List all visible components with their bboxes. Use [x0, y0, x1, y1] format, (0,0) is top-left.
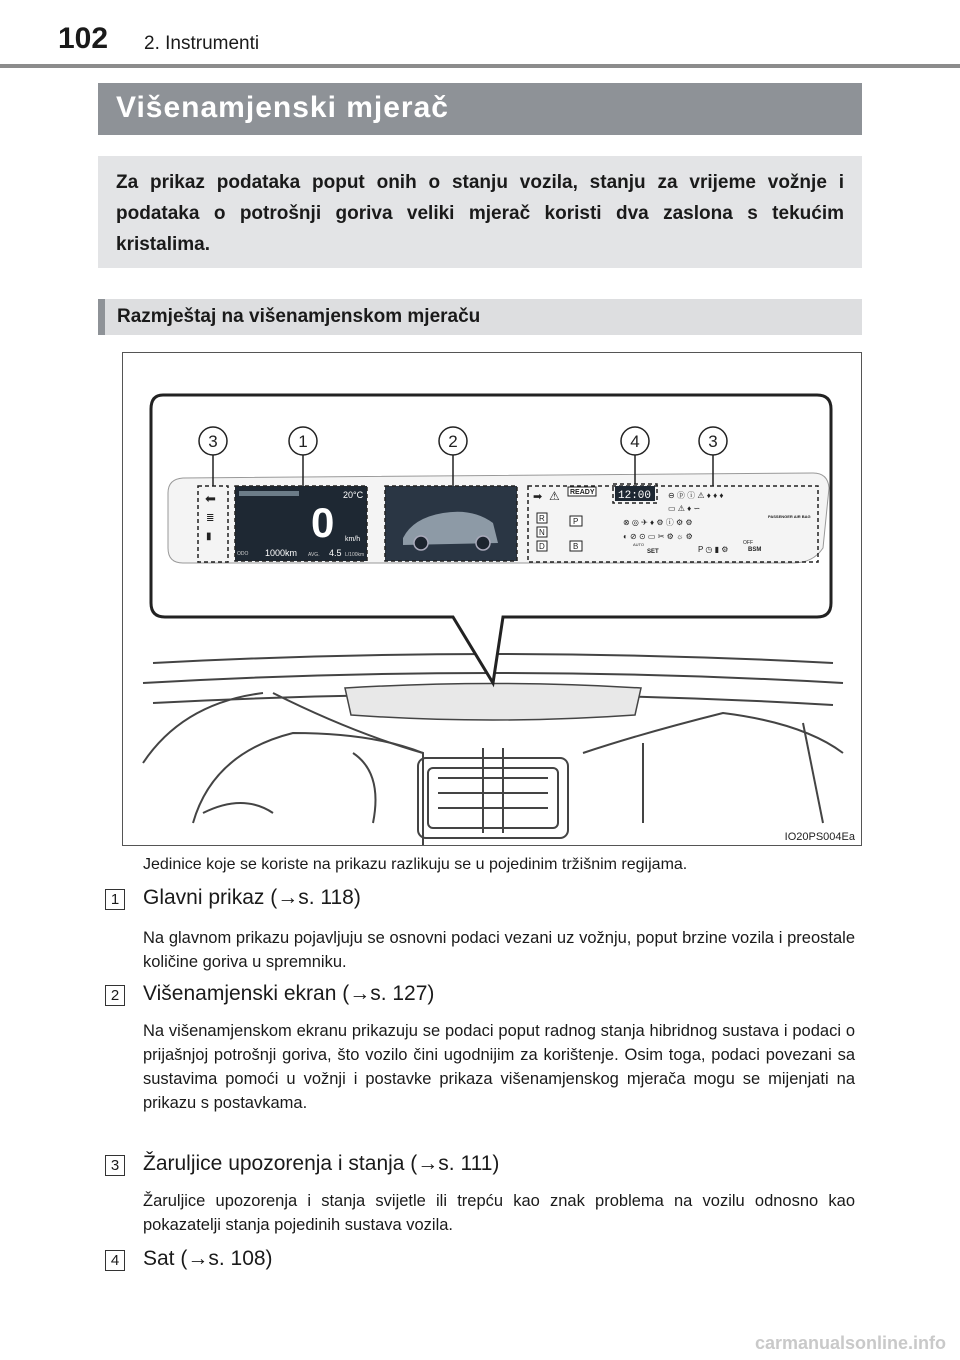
item-title: Žaruljice upozorenja i stanja (→s. 111) — [143, 1152, 500, 1175]
callout-3-right: 3 — [708, 432, 718, 451]
item-title: Glavni prikaz (→s. 118) — [143, 886, 361, 909]
avg-label: AVG. — [308, 552, 320, 558]
auto-label: AUTO — [633, 542, 645, 547]
temperature-readout: 20°C — [343, 490, 364, 500]
intro-box — [98, 156, 862, 268]
warning-lamp-icon: ▭ ⚠ ♦ ∽ — [668, 504, 701, 513]
gear-r: R — [539, 514, 545, 523]
gear-d: D — [539, 542, 545, 551]
item-number: 3 — [105, 1155, 125, 1176]
page-number: 102 — [58, 22, 109, 55]
callout-3-left: 3 — [208, 432, 218, 451]
warning-icon: ⚠ — [549, 489, 560, 503]
arrow-left-icon: ⬅ — [205, 491, 216, 506]
chapter-title: 2. Instrumenti — [144, 33, 260, 54]
warning-lamp-icon: ◐ ⊘ ⊙ ▭ ✂ ⚙ ☼ ⚙ — [623, 532, 693, 541]
off-label: OFF — [743, 540, 753, 546]
warning-lamp-icon: ⊖ ⓟ ⓘ ⚠ ♦ ♦ ♦ — [668, 491, 724, 500]
avg-unit: L/100km — [345, 552, 365, 558]
gear-p: P — [573, 517, 579, 526]
passenger-airbag-label: PASSENGER AIR BAG — [768, 514, 811, 519]
page-title: Višenamjenski mjerač — [116, 91, 449, 124]
figure-code: IO20PS004Ea — [784, 831, 855, 843]
fuel-icon: ▮ — [206, 531, 212, 542]
ready-indicator: READY — [570, 489, 595, 496]
callout-4: 4 — [630, 432, 640, 451]
warning-lamp-icon: ⊗ ◎ ✈ ♦ ⚙ ⓘ ⚙ ⚙ — [623, 518, 693, 527]
item-description: Žaruljice upozorenja i stanja svijetle ili trepću kao znak problema na vozilu odnosno kao pokazatelji stanja pojedinih sustava vozila. — [143, 1192, 855, 1234]
item-title: Višenamjenski ekran (→s. 127) — [143, 982, 435, 1005]
item-number: 1 — [105, 889, 125, 910]
speed-unit: km/h — [345, 536, 361, 543]
item-description: Na glavnom prikazu pojavljuju se osnovni podaci vezani uz vožnju, poput brzine vozila i preostale količine goriva u spremniku. — [143, 929, 855, 971]
bsm-label: BSM — [748, 547, 762, 553]
section-heading: Razmještaj na višenamjenskom mjeraču — [117, 306, 481, 327]
dashboard-illustration — [123, 353, 862, 846]
avg-value: 4.5 — [329, 548, 342, 558]
header-divider — [0, 64, 960, 68]
instrument-figure — [122, 352, 862, 846]
section-heading-bar — [98, 299, 862, 335]
warning-lamp-icon: P ◷ ▮ ⚙ — [698, 545, 729, 554]
callout-2: 2 — [448, 432, 458, 451]
arrow-right-icon: ➡ — [533, 491, 543, 503]
watermark: carmanualsonline.info — [754, 1333, 946, 1353]
gear-n: N — [539, 528, 545, 537]
headlight-icon: ≣ — [206, 513, 215, 524]
item-number: 4 — [105, 1250, 125, 1271]
callout-1: 1 — [298, 432, 308, 451]
item-description: Na višenamjenskom ekranu prikazuju se podaci poput radnog stanja hibridnog sustava i podaci o prijašnjoj potrošnji goriva, što vozilo čini ugodnijim za korištenje. Osim toga, podaci povezani sa sustavima pomoći u vožnji i postavke prikaza višenamjenskog mjerača mogu se mijenjati na prikazu s postavkama. — [143, 1022, 855, 1112]
clock-display: 12:00 — [618, 490, 652, 502]
gear-b: B — [573, 542, 579, 551]
item-title: Sat (→s. 108) — [143, 1247, 273, 1270]
item-number: 2 — [105, 985, 125, 1006]
units-note: Jedinice koje se koriste na prikazu razlikuju se u pojedinim tržišnim regijama. — [143, 856, 688, 873]
title-bar — [98, 83, 862, 135]
speed-readout: 0 — [311, 499, 335, 546]
odo-label: ODO — [237, 551, 249, 557]
intro-text: Za prikaz podataka poput onih o stanju vozila, stanju za vrijeme vožnje i podataka o potrošnji goriva veliki mjerač koristi dva zaslona s tekućim kristalima. — [116, 172, 844, 255]
odo-value: 1000km — [265, 548, 298, 558]
set-label: SET — [647, 549, 659, 555]
